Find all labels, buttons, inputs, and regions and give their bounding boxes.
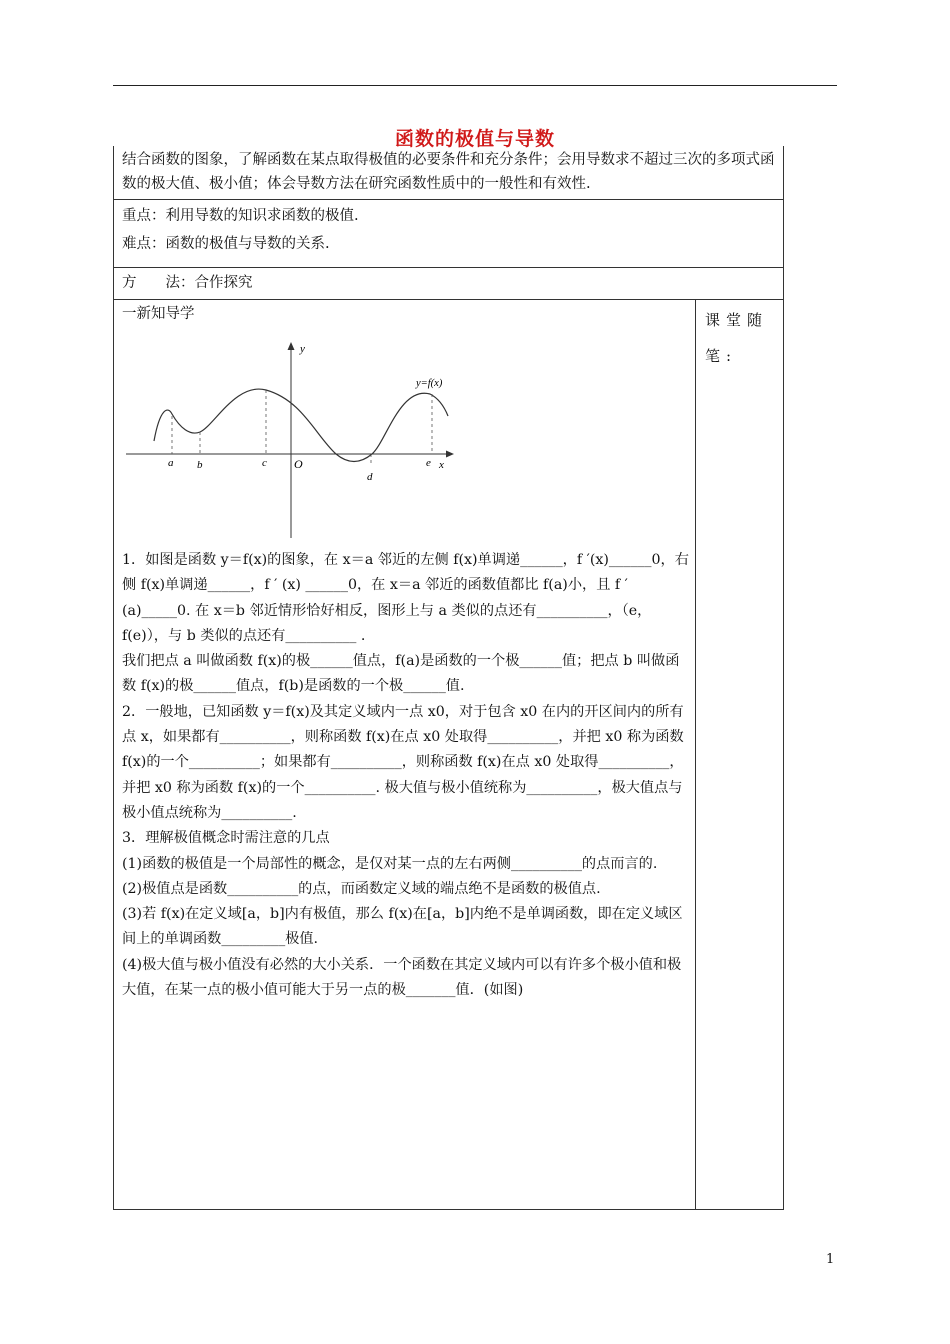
function-graph <box>124 336 464 546</box>
side-notes-column <box>695 300 783 1209</box>
y-axis-arrow <box>288 342 295 350</box>
paragraph-2: 我们把点 a 叫做函数 f(x)的极______值点，f(a)是函数的一个极______值；把点 b 叫做函数 f(x)的极______值点，f(b)是函数的一个极______值. <box>122 653 680 695</box>
point-label-c: c <box>262 457 267 469</box>
paragraph-3: 2．一般地，已知函数 y＝f(x)及其定义域内一点 x0，对于包含 x0 在内的开区间内的所有点 x，如果都有__________，则称函数 f(x)在点 x0 处取得__________，并把 x0 称为函数 f(x)的一个__________；如果都有__________，则称函数 f(x)在点 x0 处取得__________，并把 x0 称为函数 f(x)的一个__________. 极大值与极小值统称为__________，极大值点与极小值点统称为__________. <box>122 703 684 821</box>
origin-label: O <box>294 457 303 471</box>
objective-row <box>113 146 784 200</box>
side-note-label: 课堂随笔: <box>705 311 769 365</box>
point-label-b: b <box>197 459 203 471</box>
x-axis-label: x <box>439 459 444 471</box>
paragraph-6: (2)极值点是函数__________的点，而函数定义域的端点绝不是函数的极值点. <box>122 880 601 897</box>
objective-text: 结合函数的图象，了解函数在某点取得极值的必要条件和充分条件；会用导数求不超过三次的多项式函数的极大值、极小值；体会导数方法在研究函数性质中的一般性和有效性. <box>122 152 775 192</box>
key-points-row <box>113 200 784 268</box>
paragraph-8: (4)极大值与极小值没有必然的大小关系．一个函数在其定义域内可以有许多个极小值和极大值，在某一点的极小值可能大于另一点的极_______值．(如图) <box>122 956 682 999</box>
paragraph-1: 1．如图是函数 y＝f(x)的图象，在 x＝a 邻近的左侧 f(x)单调递______，f ′(x)______0，右侧 f(x)单调递______，f ′ (x) ______0，在 x＝a 邻近的函数值都比 f(a)小，且 f ′ (a)_____0. 在 x＝b 邻近情形恰好相反，图形上与 a 类似的点还有__________，（e，f(e)），与 b 类似的点还有__________ . <box>122 552 689 644</box>
main-row <box>113 300 784 1210</box>
main-column <box>114 300 696 1209</box>
y-axis-label: y <box>300 343 305 355</box>
paragraph-5: (1)函数的极值是一个局部性的概念，是仅对某一点的左右两侧__________的点而言的. <box>122 855 658 872</box>
paragraph-4: 3．理解极值概念时需注意的几点 <box>122 830 330 847</box>
point-label-a: a <box>168 457 174 469</box>
curve-f <box>154 389 448 461</box>
difficult-point-text: 难点：函数的极值与导数的关系. <box>122 236 330 252</box>
lesson-body <box>114 548 695 1003</box>
section-heading: 一新知导学 <box>122 306 195 322</box>
point-label-e: e <box>426 457 431 469</box>
paragraph-7: (3)若 f(x)在定义域[a，b]内有极值，那么 f(x)在[a，b]内绝不是单调函数，即在定义域区间上的单调函数_________极值. <box>122 906 683 948</box>
header-rule <box>113 85 837 86</box>
method-row <box>113 268 784 300</box>
page-title: 函数的极值与导数 <box>394 128 555 150</box>
point-label-d: d <box>367 471 373 483</box>
x-axis-arrow <box>446 451 454 458</box>
key-point-text: 重点：利用导数的知识求函数的极值. <box>122 208 359 224</box>
curve-label: y=f(x) <box>416 378 443 389</box>
method-text: 方 法：合作探究 <box>122 275 253 291</box>
page-number: 1 <box>826 1252 835 1267</box>
